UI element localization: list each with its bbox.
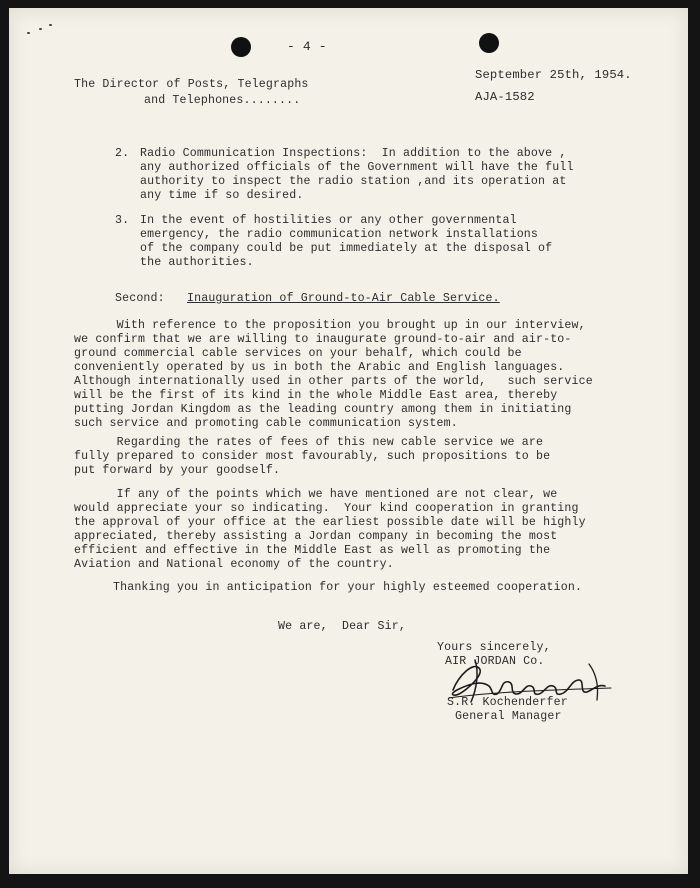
- addressee-line-1: The Director of Posts, Telegraphs: [74, 78, 309, 91]
- paragraph-line: With reference to the proposition you brought up in our interview,: [74, 319, 586, 332]
- paragraph-line: If any of the points which we have mentioned are not clear, we: [74, 488, 558, 501]
- page-number: - 4 -: [287, 39, 327, 54]
- item-2-line: Radio Communication Inspections: In addition to the above ,: [140, 147, 567, 160]
- paragraph-line: will be the first of its kind in the whole Middle East area, thereby: [74, 389, 558, 402]
- paragraph-line: such service and promoting cable communication system.: [74, 417, 458, 430]
- reference-number: AJA-1582: [475, 90, 535, 104]
- paragraph-line: the approval of your office at the earliest possible date will be highly: [74, 516, 586, 529]
- section-title: Inauguration of Ground-to-Air Cable Service.: [187, 292, 500, 305]
- addressee-line-2: and Telephones........: [144, 94, 301, 107]
- ink-speck: [39, 28, 42, 30]
- ink-speck: [49, 24, 52, 26]
- item-2-line: authority to inspect the radio station ,and its operation at: [140, 175, 567, 188]
- letter-page: [9, 8, 688, 874]
- item-2-number: 2.: [115, 147, 130, 160]
- letter-date: September 25th, 1954.: [475, 68, 632, 82]
- signer-name: S.R. Kochenderfer: [447, 696, 568, 709]
- thanks-line: Thanking you in anticipation for your highly esteemed cooperation.: [113, 581, 583, 594]
- paragraph-line: we confirm that we are willing to inaugurate ground-to-air and air-to-: [74, 333, 572, 346]
- ink-speck: [27, 32, 30, 34]
- item-3-line: In the event of hostilities or any other governmental: [140, 214, 517, 227]
- paragraph-line: Regarding the rates of fees of this new cable service we are: [74, 436, 544, 449]
- company-name: AIR JORDAN Co.: [445, 655, 545, 668]
- binder-hole-right: [479, 33, 499, 53]
- paragraph-line: ground commercial cable services on your behalf, which could be: [74, 347, 522, 360]
- section-label: Second:: [115, 292, 165, 305]
- salutation: We are, Dear Sir,: [278, 620, 406, 633]
- item-2-line: any time if so desired.: [140, 189, 304, 202]
- paragraph-line: putting Jordan Kingdom as the leading country among them in initiating: [74, 403, 572, 416]
- signer-title: General Manager: [455, 710, 562, 723]
- paragraph-line: would appreciate your so indicating. Your kind cooperation in granting: [74, 502, 579, 515]
- item-2-line: any authorized officials of the Government will have the full: [140, 161, 574, 174]
- paragraph-line: efficient and effective in the Middle East as well as promoting the: [74, 544, 551, 557]
- binder-hole-left: [231, 37, 251, 57]
- paragraph-line: Aviation and National economy of the country.: [74, 558, 394, 571]
- item-3-line: the authorities.: [140, 256, 254, 269]
- paragraph-line: fully prepared to consider most favourably, such propositions to be: [74, 450, 551, 463]
- paragraph-line: appreciated, thereby assisting a Jordan company in becoming the most: [74, 530, 558, 543]
- item-3-line: emergency, the radio communication network installations: [140, 228, 539, 241]
- paragraph-line: Although internationally used in other parts of the world, such service: [74, 375, 593, 388]
- paragraph-line: put forward by your goodself.: [74, 464, 281, 477]
- closing-line: Yours sincerely,: [437, 641, 551, 654]
- paragraph-line: conveniently operated by us in both the Arabic and English languages.: [74, 361, 565, 374]
- item-3-line: of the company could be put immediately at the disposal of: [140, 242, 553, 255]
- item-3-number: 3.: [115, 214, 130, 227]
